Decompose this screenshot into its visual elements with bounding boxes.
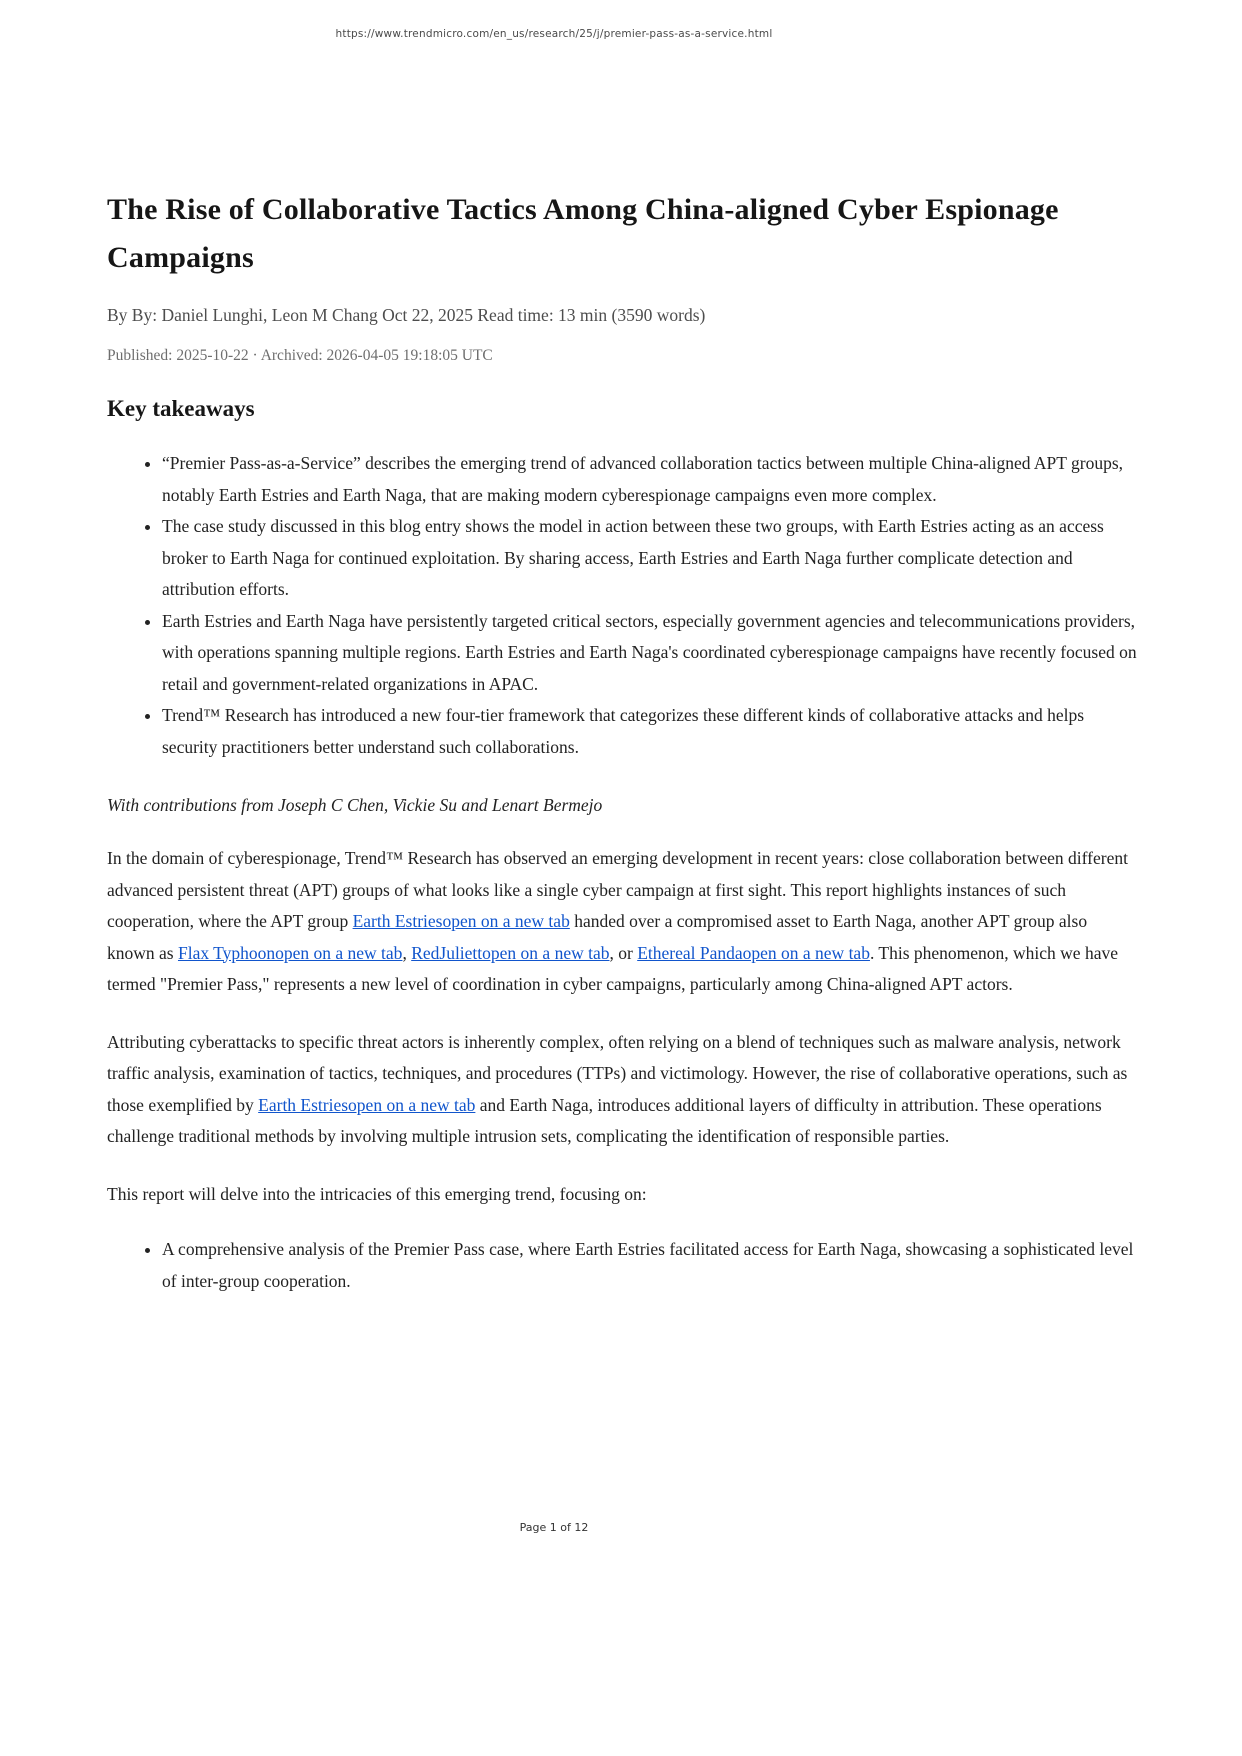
takeaway-item: • “Premier Pass-as-a-Service” describes the emerging trend of advanced collaboration tactics between multiple China-aligned APT groups, notably Earth Estries and Earth Naga, that are making modern cyberespionage campaigns even more complex. [162, 448, 1137, 511]
page-number: Page 1 of 12 [519, 1521, 589, 1534]
focus-intro-paragraph: This report will delve into the intricacies of this emerging trend, focusing on: [107, 1183, 647, 1204]
intro-paragraph [107, 843, 1137, 1001]
text-segment: handed over a compromised asset to Earth Naga, another APT group also known as [107, 911, 1088, 963]
link-ethereal-panda[interactable]: Ethereal Pandaopen on a new tab [637, 942, 870, 963]
link-earth-estries[interactable]: Earth Estriesopen on a new tab [352, 911, 570, 931]
article-byline: By By: Daniel Lunghi, Leon M Chang Oct 22, 2025 Read time: 13 min (3590 words) [107, 305, 706, 325]
link-redjuliett[interactable]: RedJuliettopen on a new tab [411, 942, 610, 963]
focus-list [107, 1234, 1137, 1297]
takeaway-item: • Trend™ Research has introduced a new four-tier framework that categorizes these different kinds of collaborative attacks and helps security practitioners better understand such collaborations. [162, 700, 1137, 763]
contributions-note: With contributions from Joseph C Chen, Vickie Su and Lenart Bermejo [107, 795, 603, 815]
text-segment: , or [609, 942, 638, 963]
article-meta: Published: 2025-10-22 · Archived: 2026-04-05 19:18:05 UTC [107, 347, 493, 364]
text-segment: In the domain of cyberespionage, Trend™ Research has observed an emerging development in recent years: close collaboration between different advanced persistent threat (APT) groups of what looks like a single cyber campaign at first sight. This report highlights instances of such cooperation, where the APT group [107, 848, 1128, 931]
link-earth-estries[interactable]: Earth Estriesopen on a new tab [258, 1094, 476, 1115]
text-segment: , [402, 942, 412, 963]
focus-item: • A comprehensive analysis of the Premier Pass case, where Earth Estries facilitated access for Earth Naga, showcasing a sophisticated level of inter-group cooperation. [162, 1234, 1137, 1297]
article-content [107, 0, 1137, 1297]
text-segment: . This phenomenon, which we have termed "Premier Pass," represents a new level of coordination in cyber campaigns, particularly among China-aligned APT actors. [107, 942, 1118, 994]
takeaway-item: • Earth Estries and Earth Naga have persistently targeted critical sectors, especially government agencies and telecommunications providers, with operations spanning multiple regions. Earth Estries and Earth Naga's coordinated cyberespionage campaigns have recently focused on retail and government-related organizations in APAC. [162, 606, 1137, 701]
attribution-paragraph [107, 1027, 1137, 1153]
key-takeaways-heading: Key takeaways [107, 396, 255, 421]
text-segment: and Earth Naga, introduces additional layers of difficulty in attribution. These operations challenge traditional methods by involving multiple intrusion sets, complicating the identification of responsible parties. [107, 1094, 1102, 1146]
link-flax-typhoon[interactable]: Flax Typhoonopen on a new tab [177, 942, 403, 963]
page-title: The Rise of Collaborative Tactics Among China-aligned Cyber Espionage Campaigns [107, 193, 1059, 274]
takeaways-list [107, 448, 1137, 763]
print-url-header: https://www.trendmicro.com/en_us/research/25/j/premier-pass-as-a-service.html [335, 28, 773, 40]
takeaway-item: • The case study discussed in this blog entry shows the model in action between these two groups, with Earth Estries acting as an access broker to Earth Naga for continued exploitation. By sharing access, Earth Estries and Earth Naga further complicate detection and attribution efforts. [162, 511, 1137, 606]
text-segment: Attributing cyberattacks to specific threat actors is inherently complex, often relying on a blend of techniques such as malware analysis, network traffic analysis, examination of tactics, techniques, and procedures (TTPs) and victimology. However, the rise of collaborative operations, such as those exemplified by [107, 1031, 1128, 1115]
